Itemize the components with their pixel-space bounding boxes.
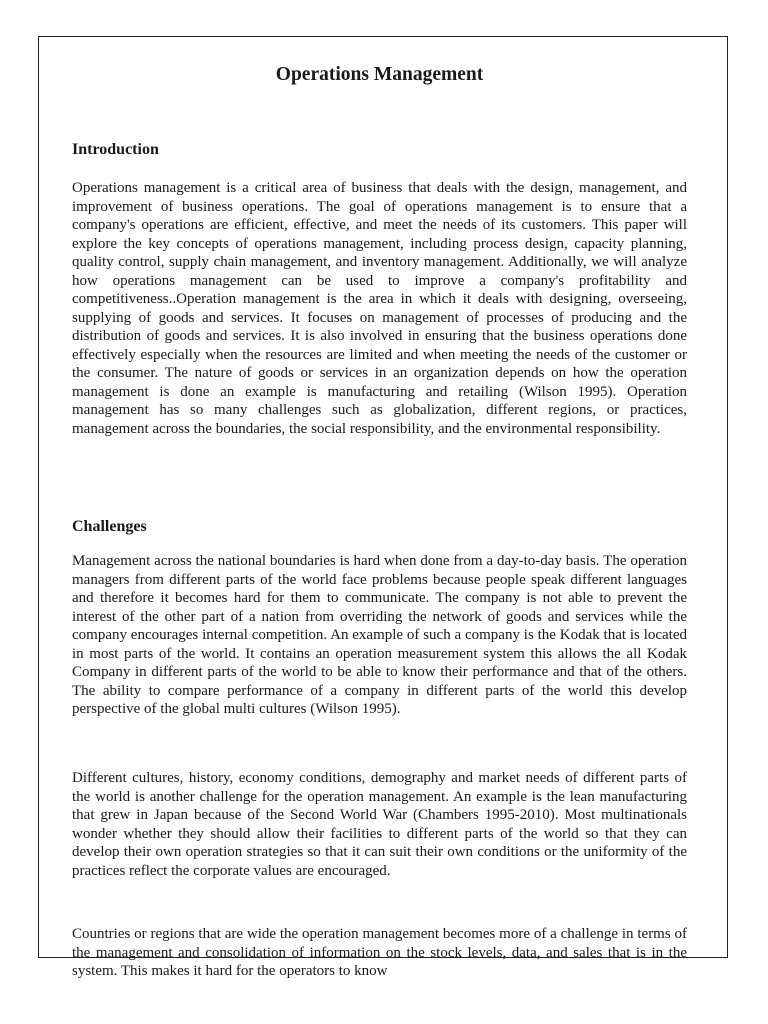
section-heading-introduction: Introduction [72,141,159,158]
introduction-paragraph: Operations management is a critical area of business that deals with the design, management, and improvement of business operations. The goal of operations management is to ensure that a company's operations are efficient, effective, and meet the needs of its customers. This paper will explore the key concepts of operations management, including process design, capacity planning, quality control, supply chain management, and inventory management. Additionally, we will analyze how operations management can be used to improve a company's profitability and competitiveness..Operation management is the area in which it deals with designing, overseeing, supplying of goods and services. It focuses on management of processes of producing and the distribution of goods and services. It is also involved in ensuring that the business operations done effectively especially when the resources are limited and when meeting the needs of the customer or the consumer. The nature of goods or services in an organization depends on how the operation management is done an example is manufacturing and retailing (Wilson 1995). Operation management has so many challenges such as globalization, different regions, or practices, management across the boundaries, the social responsibility, and the environmental responsibility. [72,180,687,437]
challenges-paragraph-3: Countries or regions that are wide the operation management becomes more of a challenge in terms of the management and consolidation of information on the stock levels, data, and sales that is in the system. This makes it hard for the operators to know [72,926,687,979]
document-page [38,36,728,979]
challenges-paragraph-2: Different cultures, history, economy conditions, demography and market needs of different parts of the world is another challenge for the operation management. An example is the lean manufacturing that grew in Japan because of the Second World War (Chambers 1995-2010). Most multinationals wonder whether they should allow their facilities to different parts of the world so that they can develop their own operation strategies so that it can suit their own conditions or the uniformity of the practices reflect the corporate values are encouraged. [72,770,687,879]
section-heading-challenges: Challenges [72,518,147,535]
page-title: Operations Management [275,64,484,85]
challenges-paragraph-1: Management across the national boundaries is hard when done from a day-to-day basis. The operation managers from different parts of the world face problems because people speak different languages and therefore it becomes hard for them to communicate. The company is not able to prevent the interest of the other part of a nation from overriding the network of goods and services while the company encourages internal competition. An example of such a company is the Kodak that is located in most parts of the world. It contains an operation measurement system this allows the all Kodak Company in different parts of the world to be able to know their performance and that of the others. The ability to compare performance of a company in different parts of the world this develop perspective of the global multi cultures (Wilson 1995). [72,553,687,717]
